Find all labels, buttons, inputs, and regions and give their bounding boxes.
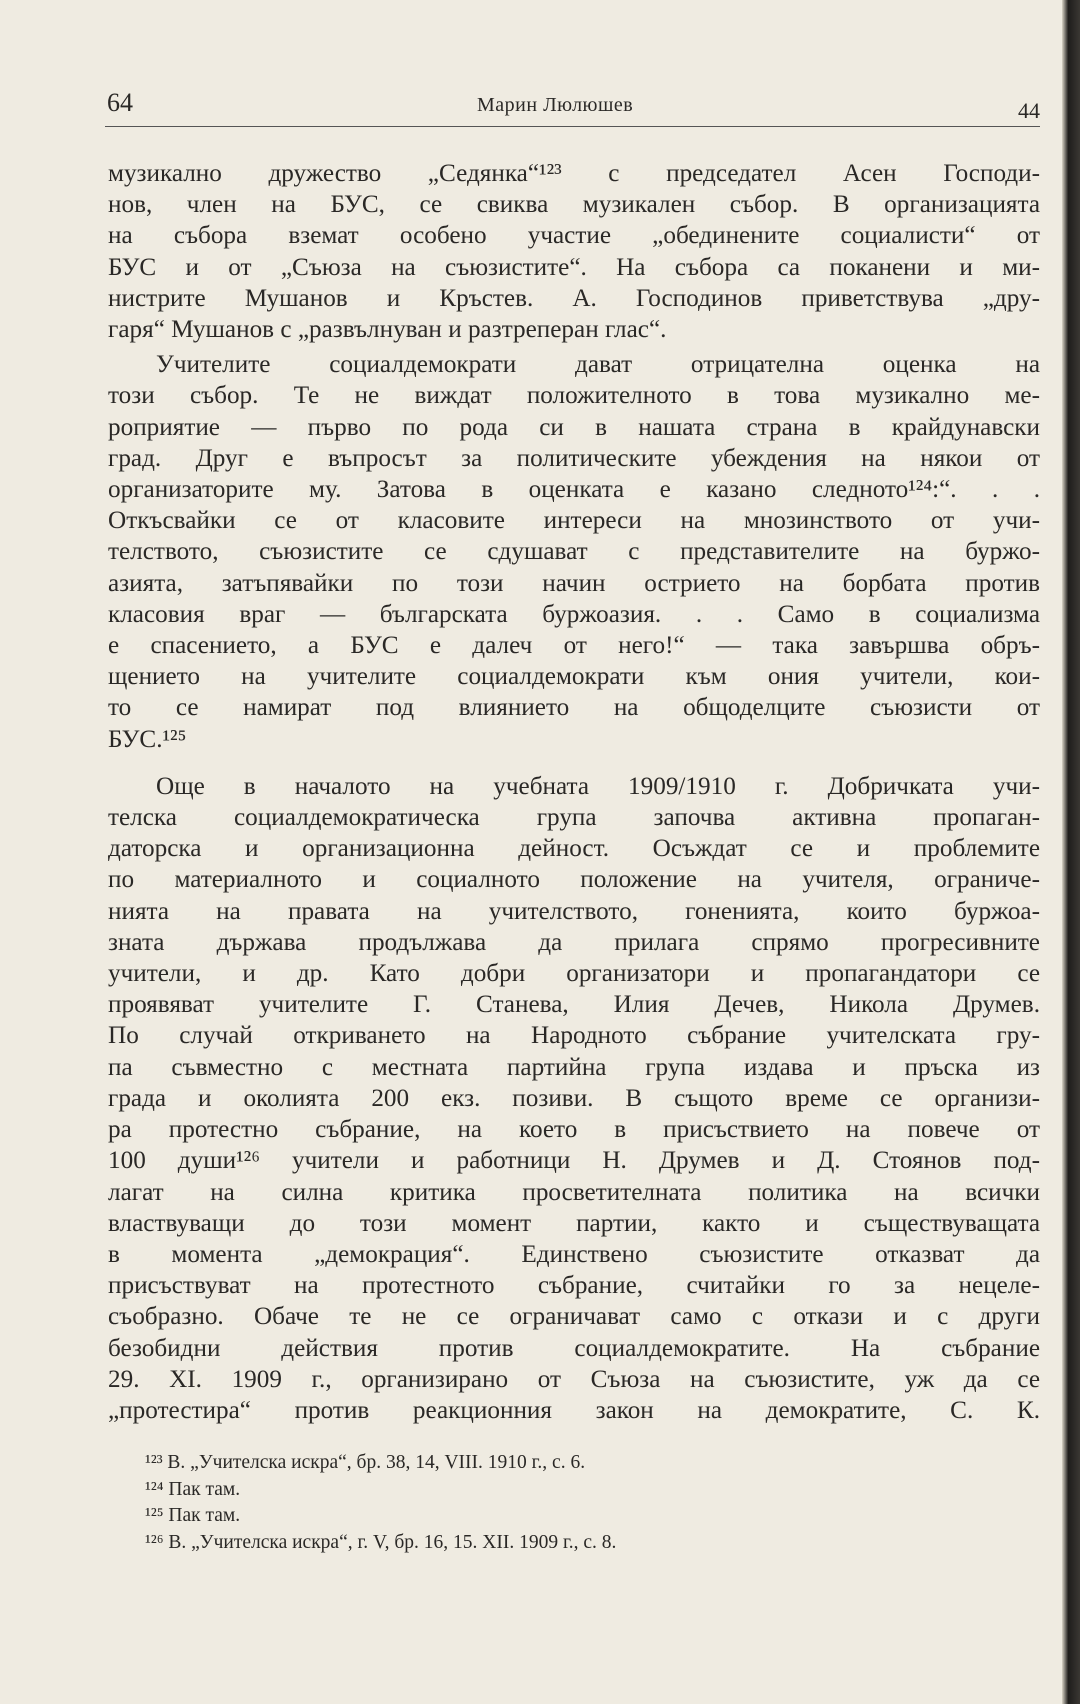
- text-line: 100 души¹²⁶ учители и работници Н. Друмев и Д. Стоянов под-: [108, 1147, 1040, 1175]
- text-line: организаторите му. Затова в оценката е казано следното¹²⁴:“. . .: [108, 476, 1040, 504]
- text-line: БУС и от „Съюза на съюзистите“. На събора са поканени и ми-: [108, 253, 1040, 281]
- text-line: на събора вземат особено участие „обединените социалисти“ от: [108, 222, 1040, 250]
- text-line: азията, затъпявайки по този начин острието на борбата против: [108, 569, 1040, 597]
- text-line: „протестира“ против реакционния закон на демократите, С. К.: [108, 1396, 1040, 1424]
- text-line: град. Друг е въпросът за политическите убеждения на някои от: [108, 444, 1040, 472]
- text-line: гаря“ Мушанов с „развълнуван и разтреперан глас“.: [108, 316, 667, 344]
- text-line: нията на правата на учителството, гоненията, които буржоа-: [108, 897, 1040, 925]
- text-line: па съвместно с местната партийна група издава и пръска из: [108, 1053, 1040, 1081]
- text-line: в момента „демокрация“. Единствено съюзистите отказват да: [108, 1240, 1040, 1268]
- text-line: властвуващи до този момент партии, както и съществуващата: [108, 1209, 1040, 1237]
- text-line: класовия враг — българската буржоазия. . . Само в социализма: [108, 600, 1040, 628]
- text-line: музикално дружество „Седянка“¹²³ с председател Асен Господи-: [108, 160, 1040, 187]
- page-number: 64: [107, 88, 133, 117]
- text-line: града и околията 200 екз. позиви. В същото време се организи-: [108, 1084, 1040, 1112]
- text-line: Учителите социалдемократи дават отрицателна оценка на: [156, 351, 1040, 379]
- book-spine-edge: [1062, 0, 1080, 1704]
- text-line: лагат на силна критика просветителната политика на всички: [108, 1178, 1040, 1206]
- footnote: ¹²⁴ Пак там.: [145, 1478, 241, 1500]
- text-line: телството, съюзистите се сдушават с представителите на буржо-: [108, 538, 1040, 566]
- text-line: е спасението, а БУС е далеч от него!“ — така завършва обръ-: [108, 632, 1040, 660]
- text-line: даторска и организационна дейност. Осъждат се и проблемите: [108, 835, 1040, 863]
- text-line: щението на учителите социалдемократи към ония учители, кои-: [108, 663, 1040, 691]
- footnote: ¹²³ В. „Учителска искра“, бр. 38, 14, VIII. 1910 г., с. 6.: [145, 1452, 586, 1473]
- text-line: проявяват учителите Г. Станева, Илия Дечев, Никола Друмев.: [108, 991, 1040, 1019]
- running-title: Марин Люлюшев: [477, 94, 634, 116]
- text-line: безобидни действия против социалдемократите. На събрание: [108, 1334, 1040, 1362]
- text-line: учители, и др. Като добри организатори и пропагандатори се: [108, 960, 1040, 988]
- text-line: роприятие — първо по рода си в нашата страна в крайдунавски: [108, 413, 1040, 441]
- text-line: съобразно. Обаче те не се ограничават само с откази и с други: [108, 1303, 1040, 1331]
- text-line: то се намират под влиянието на общоделците съюзисти от: [108, 694, 1040, 722]
- paragraph-2: [108, 349, 1040, 755]
- paragraph-1: [108, 158, 1040, 345]
- footnote: ¹²⁵ Пак там.: [145, 1505, 241, 1526]
- header-rule: [105, 126, 1040, 127]
- text-line: По случай откриването на Народното събрание учителската гру-: [108, 1022, 1040, 1050]
- text-line: ра протестно събрание, на което в присъствието на повече от: [108, 1116, 1040, 1144]
- text-line: БУС.¹²⁵: [108, 725, 187, 753]
- text-line: зната държава продължава да прилага спрямо прогресивните: [108, 928, 1040, 956]
- text-line: Откъсвайки се от класовите интереси на мнозинството от учи-: [108, 507, 1040, 535]
- text-line: нов, член на БУС, се свиква музикален събор. В организацията: [108, 191, 1040, 219]
- paragraph-3: [108, 771, 1040, 1426]
- footnote: ¹²⁶ В. „Учителска искра“, г. V, бр. 16, 15. XII. 1909 г., с. 8.: [145, 1531, 617, 1553]
- text-line: този събор. Те не виждат положителното в това музикално ме-: [108, 382, 1040, 410]
- page-header: [105, 88, 1040, 128]
- footnotes: [145, 1450, 1005, 1556]
- text-line: телска социалдемократическа група започва активна пропаган-: [108, 804, 1040, 832]
- text-line: 29. XI. 1909 г., организирано от Съюза на съюзистите, уж да се: [108, 1365, 1040, 1393]
- text-line: Още в началото на учебната 1909/1910 г. Добричката учи-: [156, 772, 1040, 800]
- text-line: присъствуват на протестното събрание, считайки го за нецеле-: [108, 1272, 1040, 1300]
- folio-number: 44: [1018, 98, 1040, 123]
- text-line: нистрите Мушанов и Кръстев. А. Господинов приветствува „дру-: [108, 284, 1040, 312]
- body-text: [108, 158, 1040, 1426]
- text-line: по материалното и социалното положение на учителя, ограниче-: [108, 866, 1040, 894]
